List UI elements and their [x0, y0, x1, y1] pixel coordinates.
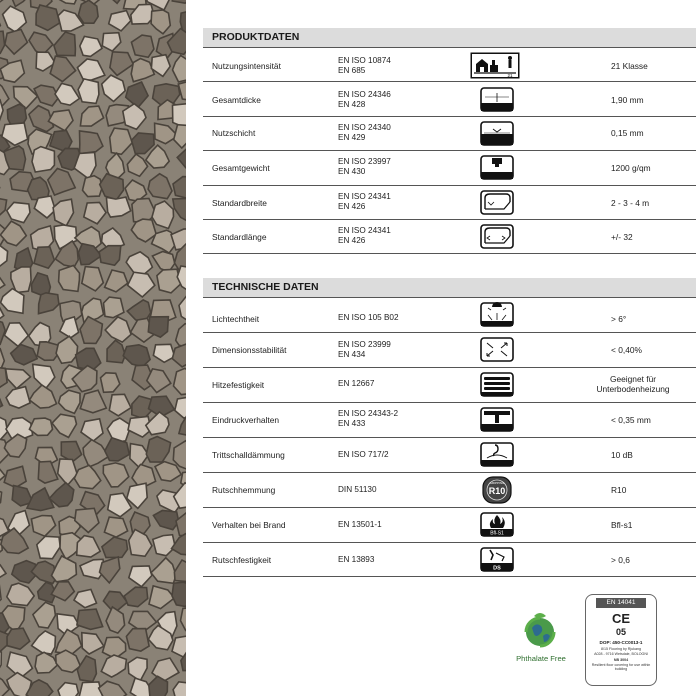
stone-tile: [83, 176, 102, 197]
roll-length-icon: [480, 224, 514, 249]
row-label: Gesamtgewicht: [212, 163, 270, 173]
ce-header: EN 14041: [596, 598, 646, 608]
row-label: Hitzefestigkeit: [212, 380, 265, 390]
underfloor-heating-icon: [480, 372, 514, 397]
row-norm: EN 12667: [338, 379, 375, 388]
row-value: < 0,40%: [611, 345, 642, 355]
wear-layer-icon: [480, 121, 514, 146]
eco-leaf-icon: [510, 608, 570, 654]
stone-tile: [126, 629, 149, 652]
row-value: 1200 g/qm: [611, 163, 651, 173]
row-standardbreite: [203, 185, 696, 219]
phthalate-free-label: Phthalate Free: [516, 654, 566, 663]
row-norm: EN ISO 23999 EN 434: [338, 340, 391, 359]
row-label: Eindruckverhalten: [212, 415, 280, 425]
ce-line-4: Resilient floor covering for use within building: [591, 663, 651, 672]
row-value: Geeignet für Unterbodenheizung: [596, 374, 670, 394]
row-value: 1,90 mm: [611, 95, 644, 105]
ce-number: 05: [615, 627, 626, 637]
row-value: > 0,6: [611, 555, 630, 565]
row-label: Verhalten bei Brand: [212, 520, 286, 530]
impact-sound-icon: [480, 442, 514, 467]
total-thickness-icon: [480, 87, 514, 112]
row-norm: EN ISO 23997 EN 430: [338, 157, 391, 176]
row-label: Gesamtdicke: [212, 95, 261, 105]
row-norm: EN ISO 24341 EN 426: [338, 192, 391, 211]
fire-behaviour-icon: [480, 512, 514, 537]
row-value: 2 - 3 - 4 m: [611, 198, 650, 208]
row-norm: EN ISO 10874 EN 685: [338, 56, 391, 75]
row-value: > 6°: [611, 314, 627, 324]
row-value: 0,15 mm: [611, 128, 644, 138]
roll-width-icon: [480, 190, 514, 215]
svg-text:R10: R10: [488, 486, 506, 496]
stone-tile: [29, 418, 52, 435]
svg-text:Bfl-S1: Bfl-S1: [490, 530, 504, 537]
section-header-produktdaten: PRODUKTDATEN: [203, 28, 696, 47]
row-label: Nutzschicht: [212, 128, 256, 138]
row-dimensionsstabilitaet: [203, 332, 696, 367]
row-norm: EN ISO 24341 EN 426: [338, 226, 391, 245]
row-norm: EN ISO 24346 EN 428: [338, 90, 391, 109]
usage-class-icon: [470, 52, 520, 79]
slip-ds-icon: [480, 547, 514, 572]
row-norm: EN ISO 24343-2 EN 433: [338, 409, 399, 428]
row-rutschhemmung: [203, 472, 696, 507]
stone-tile: [104, 297, 124, 318]
row-value: +/- 32: [611, 232, 633, 242]
stone-tile: [34, 247, 54, 268]
ce-line-1: 8/15 Flooring by Rjukang: [601, 647, 641, 651]
row-verhalten-bei-brand: [203, 507, 696, 542]
row-label: Rutschhemmung: [212, 485, 276, 495]
row-nutzschicht: [203, 116, 696, 150]
stone-tile: [59, 266, 80, 292]
datasheet: [203, 0, 696, 696]
row-label: Standardbreite: [212, 198, 267, 208]
row-norm: EN 13501-1: [338, 520, 382, 529]
row-value: 21 Klasse: [611, 61, 648, 71]
ce-dop: DOP: 450-CC0013-1: [599, 640, 643, 645]
dimensional-stability-icon: [480, 337, 514, 362]
row-lichtechtheit: [203, 297, 696, 332]
row-norm: EN 13893: [338, 555, 375, 564]
row-rutschfestigkeit: [203, 542, 696, 577]
stone-texture-image: [0, 0, 186, 696]
row-label: Rutschfestigkeit: [212, 555, 272, 565]
stone-tile: [78, 79, 99, 104]
row-label: Lichtechtheit: [212, 314, 260, 324]
svg-text:DS: DS: [493, 565, 501, 572]
svg-text:GRIPPING: GRIPPING: [489, 481, 505, 485]
row-eindruckverhalten: [203, 402, 696, 437]
row-trittschalldaemmung: [203, 437, 696, 472]
row-norm: EN ISO 24340 EN 429: [338, 123, 391, 142]
row-value: Bfl-s1: [611, 520, 633, 530]
row-norm: DIN 51130: [338, 485, 377, 494]
indentation-icon: [480, 407, 514, 432]
row-norm: EN ISO 717/2: [338, 450, 389, 459]
svg-text:21: 21: [507, 73, 513, 78]
row-value: < 0,35 mm: [611, 415, 651, 425]
row-value: 10 dB: [611, 450, 633, 460]
stone-tile: [103, 637, 126, 657]
row-label: Dimensionsstabilität: [212, 345, 287, 355]
phthalate-free-logo: [510, 608, 570, 668]
slip-resistance-r10-icon: [482, 476, 512, 504]
ce-line-2: A028 - 9716 Wetsdale, BOLOGNI: [594, 652, 648, 656]
row-gesamtgewicht: [203, 150, 696, 185]
weight-icon: [480, 155, 514, 180]
row-label: Trittschalldämmung: [212, 450, 285, 460]
stone-tile: [32, 147, 54, 172]
ce-line-3: NB 3004: [613, 658, 629, 662]
section-header-technische-daten: TECHNISCHE DATEN: [203, 278, 696, 297]
row-standardlaenge: [203, 219, 696, 254]
ce-mark: CE: [611, 611, 631, 626]
row-value: R10: [611, 485, 627, 495]
light-fastness-icon: [480, 302, 514, 327]
ce-label: [585, 594, 657, 686]
stone-tile: [99, 246, 121, 266]
row-hitzefestigkeit: [203, 367, 696, 402]
row-nutzungsintensitaet: [203, 47, 696, 81]
row-norm: EN ISO 105 B02: [338, 313, 399, 322]
row-gesamtdicke: [203, 81, 696, 116]
row-label: Nutzungsintensität: [212, 61, 281, 71]
row-label: Standardlänge: [212, 232, 267, 242]
